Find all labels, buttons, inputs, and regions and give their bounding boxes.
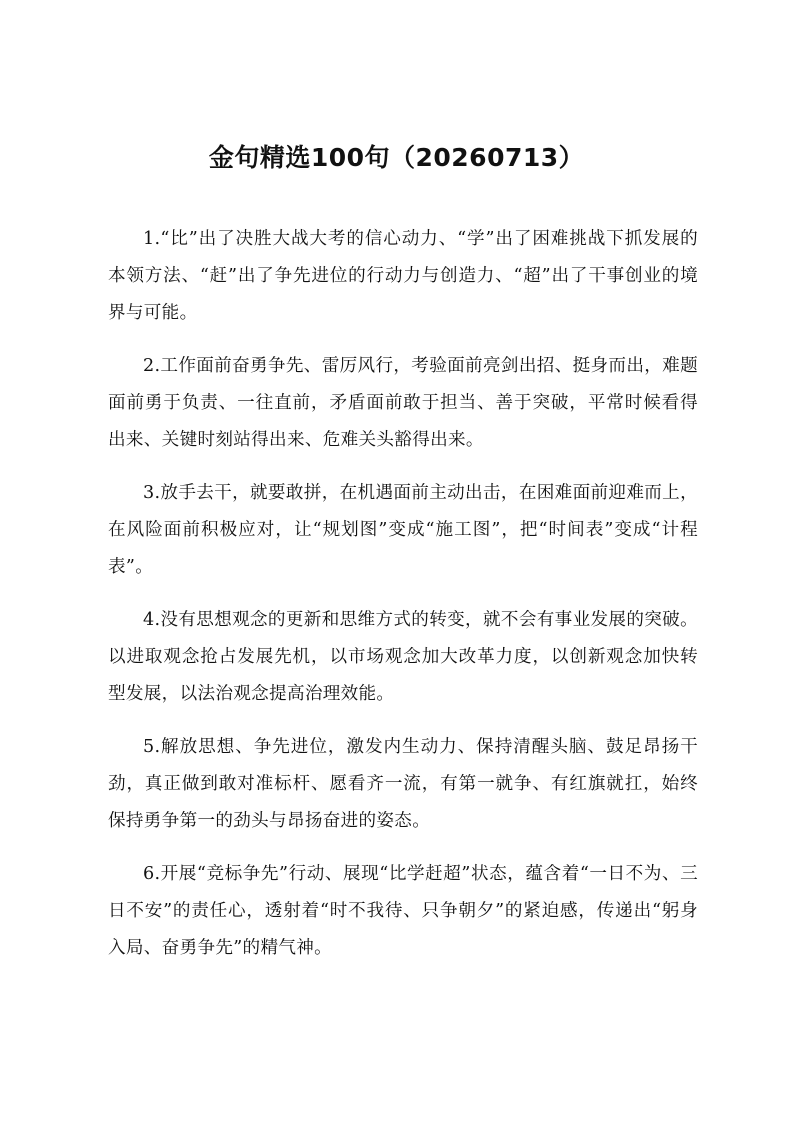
document-title: 金句精选100句（20260713） [208, 143, 585, 172]
quote-paragraph-3: 3.放手去干，就要敢拼，在机遇面前主动出击，在困难面前迎难而上，在风险面前积极应对，让“规划图”变成“施工图”，把“时间表”变成“计程表”。 [108, 483, 698, 577]
document-body [108, 221, 698, 983]
quote-paragraph-1: 1.“比”出了决胜大战大考的信心动力、“学”出了困难挑战下抓发展的本领方法、“赶”出了争先进位的行动力与创造力、“超”出了干事创业的境界与可能。 [108, 229, 698, 323]
quote-paragraph-6: 6.开展“竞标争先”行动、展现“比学赶超”状态，蕴含着“一日不为、三日不安”的责任心，透射着“时不我待、只争朝夕”的紧迫感，传递出“躬身入局、奋勇争先”的精气神。 [108, 864, 698, 958]
quote-paragraph-2: 2.工作面前奋勇争先、雷厉风行，考验面前亮剑出招、挺身而出，难题面前勇于负责、一往直前，矛盾面前敢于担当、善于突破，平常时候看得出来、关键时刻站得出来、危难关头豁得出来。 [108, 356, 698, 450]
quote-paragraph-4: 4.没有思想观念的更新和思维方式的转变，就不会有事业发展的突破。以进取观念抢占发展先机，以市场观念加大改革力度，以创新观念加快转型发展，以法治观念提高治理效能。 [108, 610, 698, 704]
quote-paragraph-5: 5.解放思想、争先进位，激发内生动力、保持清醒头脑、鼓足昂扬干劲，真正做到敢对准标杆、愿看齐一流，有第一就争、有红旗就扛，始终保持勇争第一的劲头与昂扬奋进的姿态。 [108, 737, 698, 831]
